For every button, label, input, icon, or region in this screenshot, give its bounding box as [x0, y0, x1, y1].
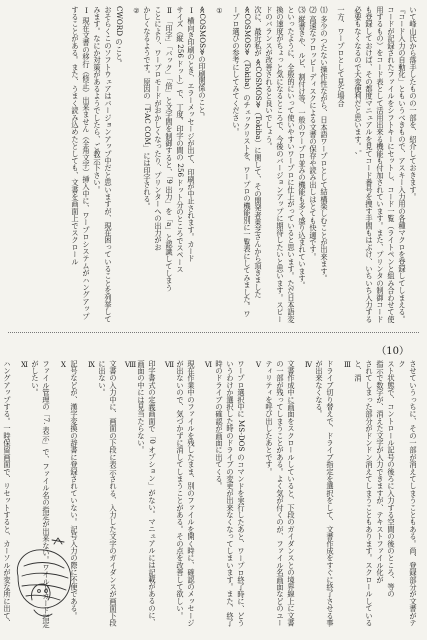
section-1-item-ii-cont2: かしくなるようです。原因の「T-AC COM」には印字される。	[143, 6, 152, 210]
intro-lead: いて峰山氏から落手したものの一部を、紹介しておきます。	[409, 6, 418, 201]
item-ix-heading: Ⅸ	[87, 360, 96, 369]
item-viii: 文書の入力中に、画面の下段に表示される、入力した文字のガイダンスが画面下段に出ない。	[98, 360, 118, 627]
section-1-item-ii-cont: ことにより、ワープロモードがおかしくなったり、プリンターへの出力がお	[154, 6, 163, 251]
hand-drawn-sketch	[4, 536, 82, 622]
item-viii-heading: Ⅷ	[126, 360, 135, 369]
bottom-para-a: させていうっちに、その一部が消えてしまうこともある。尚、登録部分が文書がテク	[398, 360, 418, 627]
section-lead: 次に、最近私が ≪COSMOS≫（Tokiba）に関して、その開発者東芝さんから頂きました ≪COSMOS≫（Tokiba）のチェックリストを、ワープロの機能別に一覧表にしてみました。ワープロ選びの参考にしてみてください。	[232, 6, 263, 318]
bottom-para-b: スト状態で、コントロール記号の後ろに入力する空間の後のところ、等の	[387, 360, 396, 598]
item-ix: 記号などが、漢字変換の辞書に登録されていない。記号入力の際に不便である。	[70, 360, 79, 620]
section-1-item-i: Ⅰ 横向き印刷のとき、エラーメッセージが出て、印刷が中止されます。カード	[187, 6, 196, 263]
section-2-item-i: Ⅰ 現在文書の移行（修正）出来ません（全角文字）挿入中に、ワープロシステムがハングアップすることがある。また、うまく読み込めたとしても、文書を画面上でスクロール	[71, 6, 91, 320]
divider-line	[8, 332, 419, 333]
section-2-body: CWORD のこと。	[115, 6, 124, 68]
item-list-3: ⑶ 縦書きや、ルビ、割付け等、一般のワープロ並みの機能も多く盛り込まれています。	[298, 6, 307, 290]
item-vii: 印字書式の定義画面で「0 オプション」がない。マニュアルには記載があるのに、画面の中には見当たらない。	[137, 360, 157, 627]
bottom-para-d: されてしまった部分がドンドン消えてしまうこともあります。スクロールしていると、消	[354, 360, 374, 627]
item-iv-heading: Ⅳ	[304, 360, 313, 369]
section-1-body: ≪COSMOS≫の印刷関係のこと。	[198, 6, 207, 121]
item-list-2: ⑵ 高速なフロッピーディスクによる文書の保存や読み出しはとても快適です。	[309, 6, 318, 261]
section-1-heading: ①	[215, 6, 224, 15]
bottom-text-block	[3, 360, 419, 632]
item-list-1: ⑴ 多少のつたない操作性ながら、日本語ワープロとして結構楽しむことが出来ます。	[320, 6, 329, 282]
section-1-item-ii: Ⅱ 「印字」「バック」「倍」と文字間を制御すると、「9 出力」を「a」と認識してしまう	[165, 6, 174, 292]
item-iii: ドライブ切り替えで、ドライブ指定を選択をして、文書作成をすぐに終了させる事が出来なくなる。	[315, 360, 335, 627]
item-v: ワープロ選択中に MS-DOS のコマンドを実行したあと、ワープロ終了時に、どういうわけか選択した時のドライブの変更が出来なくなってしまいます。また、終了時のドライブの確認が画面に出てくる。	[215, 360, 246, 627]
top-text-block	[9, 6, 419, 324]
item-vi-heading: Ⅵ	[204, 360, 213, 369]
closing-paragraph: といったように、全般的にいって使いやすいワープロに仕上がっていると思います。ただ日本語変換の速度がちょっと気になるところで、今後のバージョンアップに期待したいと思います。スピードのバランスが改善されると良いでしょう。	[265, 6, 296, 323]
item-xi-heading: Ⅺ	[20, 360, 29, 369]
item-v-heading: Ⅴ	[254, 360, 263, 369]
item-iii-heading: Ⅲ	[343, 360, 352, 369]
bottom-para-c: 指示で数字が、消えた文字が入力できますが、テキストファイル化が	[376, 360, 385, 584]
item-vii-heading: Ⅶ	[165, 360, 174, 369]
item-x-heading: Ⅹ	[59, 360, 68, 369]
item-iv: 文書作成中に画面をスクロールしていると、下段のガイダンスとの境界線上に文書の一部が残ってしまうことがある。よく気が付くのが、ファイル名画面などのユーティリティを呼び出したあとです。	[265, 360, 296, 627]
item-x: ファイル管理の「7. 表示」で、ファイル名の指定が出来ない。ワイルドカード指定がしたい。	[31, 360, 51, 629]
item-intro: 一方、ワープロとして見た場合	[337, 6, 346, 107]
item-vi: 現在作業中のファイルを残したまま、別のファイルを開く時に、確認のメッセージが出ないので、気づかずに消してしまうことがある。その点を改善して欲しい。	[176, 360, 196, 627]
item-xi: ハングアップする。一時保留画面で、リセットすると、カーソルが変な所に出て、	[3, 360, 12, 627]
section-1-item-i-cont: サイズ（縦 256 ドット）で、丁度、印字の間の 256 ドット分のところでスペース	[176, 6, 185, 273]
page-number: （10）	[376, 346, 409, 357]
section-2-heading: ②	[132, 6, 141, 15]
intro-paragraph: 『コード入力の自動化」ともいうべきもので、アスキー入力用の各種マクロを登録してしまえる。コードが記録されたファイルをシフトキーにセットし、コード一覧（ライトペンと組み合わせて使用するもの）をコード表として活用出来る機能も付加されています。また、プリンタの制御コードも登録しておけば、その都度マニュアルを見てコード番号を捜す手間もはぶけ、いちいち入力する必要もなくなるので大変便利だと思います。',	[354, 6, 407, 323]
section-2-text: おそらくこのソフトウェアはバージョンアップ中だと思いますが、現在困っていることを列挙してみます。なにか対策があるようでしたら、ご教示下さい。	[93, 6, 113, 323]
